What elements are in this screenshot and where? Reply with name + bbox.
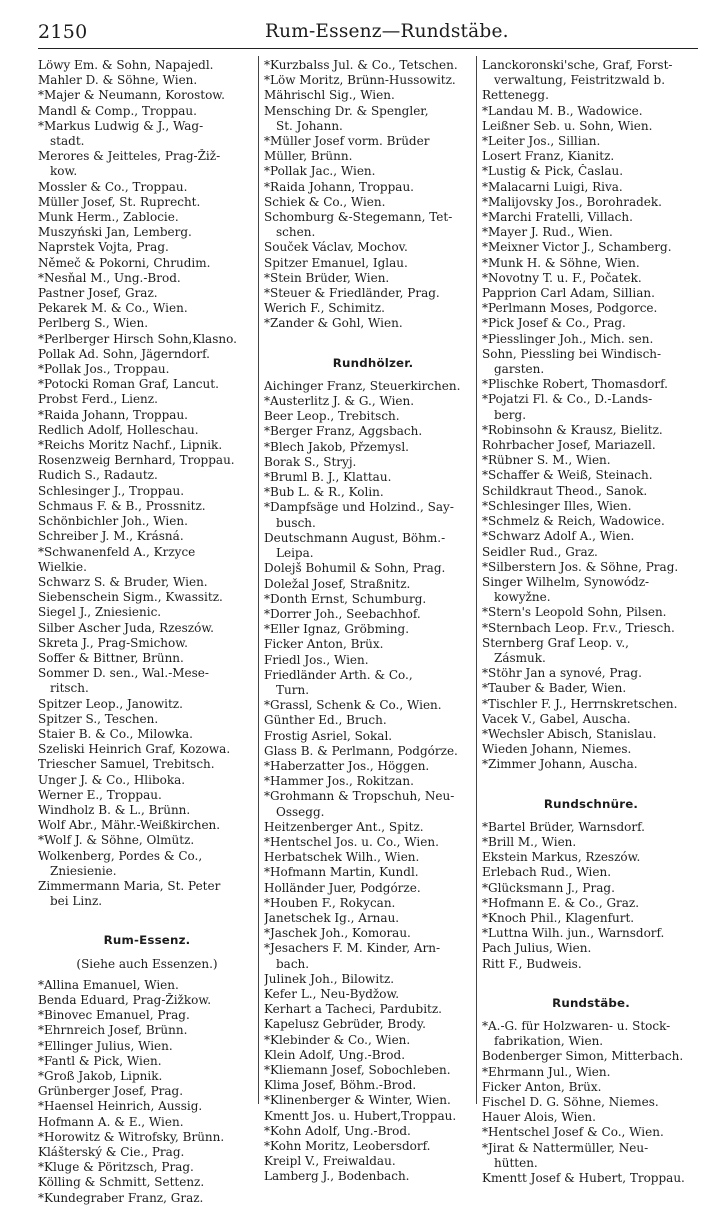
directory-entry: Schreiber J. M., Krásná. [38,529,184,544]
directory-entry: Merores & Jeitteles, Prag-Žiž- [38,149,221,164]
directory-entry: *Luttna Wilh. jun., Warnsdorf. [482,926,665,941]
directory-entry: Kapelusz Gebrüder, Brody. [264,1017,426,1032]
directory-entry: Klein Adolf, Ung.-Brod. [264,1047,406,1062]
directory-entry: *Houben F., Rokycan. [264,895,396,910]
directory-entry: Wolf Abr., Mähr.-Weißkirchen. [38,818,221,833]
directory-entry: Heitzenberger Ant., Spitz. [264,819,424,834]
directory-entry: Silber Ascher Juda, Rzeszów. [38,620,214,635]
directory-entry: Kölling & Schmitt, Settenz. [38,1175,205,1190]
directory-entry: *Dampfsäge und Holzind., Say- [264,500,454,515]
directory-entry: *Klebinder & Co., Wien. [264,1032,411,1047]
directory-entry: *Glücksmann J., Prag. [482,880,615,895]
directory-entry: Doležal Josef, Straßnitz. [264,576,411,591]
entry-list [264,58,482,332]
directory-entry: *Stöhr Jan a synové, Prag. [482,666,642,681]
directory-entry: Spitzer Emanuel, Iglau. [264,255,408,270]
directory-entry: berg. [494,407,527,422]
entry-list [264,379,482,1185]
directory-entry: *Kundegraber Franz, Graz. [38,1190,204,1205]
directory-entry: *Stern's Leopold Sohn, Pilsen. [482,605,667,620]
directory-entry: *Horowitz & Witrofsky, Brünn. [38,1129,225,1144]
directory-entry: Naprstek Vojta, Prag. [38,240,169,255]
directory-entry: *Bartel Brüder, Warnsdorf. [482,819,645,834]
directory-entry: Erlebach Rud., Wien. [482,865,612,880]
column-2 [264,58,482,1185]
directory-entry: Doleјš Bohumil & Sohn, Prag. [264,561,446,576]
directory-entry: Wolkenberg, Pordes & Co., [38,848,203,863]
directory-entry: Triescher Samuel, Trebitsch. [38,757,215,772]
directory-entry: *Fantl & Pick, Wien. [38,1053,162,1068]
directory-entry: Friedländer Arth. & Co., [264,667,413,682]
section-title-rum-essenz: Rum-Essenz. [103,933,191,948]
directory-entry: *Markus Ludwig & J., Wag- [38,118,204,133]
directory-entry: verwaltung, Feistritzwald b. [494,73,666,88]
directory-entry: *Schwarz Adolf A., Wien. [482,529,635,544]
directory-entry: Lanckoronski'sche, Graf, Forst- [482,58,673,72]
directory-entry: Redlich Adolf, Holleschau. [38,422,199,437]
directory-entry: Munk Herm., Zablocie. [38,210,179,225]
directory-entry: *Munk H. & Söhne, Wien. [482,255,640,270]
directory-entry: Beer Leop., Trebitsch. [264,409,400,424]
directory-entry: Herbatschek Wilh., Wien. [264,850,420,865]
directory-entry: *Schaffer & Weiß, Steinach. [482,468,653,483]
directory-entry: *Perlmann Moses, Podgorce. [482,301,658,316]
directory-entry: Wielkie. [38,559,87,574]
directory-entry: Siebenschein Sigm., Kwassitz. [38,590,223,605]
directory-entry: Hauer Alois, Wien. [482,1110,596,1125]
directory-entry: Zimmermann Maria, St. Peter [38,878,221,893]
directory-entry: *Tischler F. J., Herrnskretschen. [482,696,678,711]
directory-entry: *Hammer Jos., Rokitzan. [264,774,414,789]
directory-entry: *Schlesinger Illes, Wien. [482,498,632,513]
entry-list [38,58,256,909]
directory-entry: Staier B. & Co., Milowka. [38,726,193,741]
directory-entry: *Leiter Jos., Sillian. [482,134,601,149]
directory-entry: *Sternbach Leop. Fr.v., Triesch. [482,620,675,635]
directory-entry: ritsch. [50,681,89,696]
directory-entry: Lamberg J., Bodenbach. [264,1169,410,1184]
directory-entry: Pastner Josef, Graz. [38,286,158,301]
directory-entry: *Majer & Neumann, Korostow. [38,88,225,103]
running-head: Rum-Essenz—Rundstäbe. [265,21,509,42]
directory-entry: St. Johann. [276,118,343,133]
directory-entry: *Piesslinger Joh., Mich. sen. [482,331,654,346]
directory-entry: *Jirat & Nattermüller, Neu- [482,1140,649,1155]
directory-entry: *Schwanenfeld A., Krzyce [38,544,196,559]
directory-entry: *Mayer J. Rud., Wien. [482,225,613,240]
directory-entry: Skreta J., Prag-Smichow. [38,635,188,650]
directory-entry: *Kurzbalss Jul. & Co., Tetschen. [264,58,458,72]
directory-entry: Holländer Juer, Podgórze. [264,880,421,895]
directory-entry: *Ellinger Julius, Wien. [38,1038,173,1053]
entry-list [482,58,700,773]
directory-entry: *Klinenberger & Winter, Wien. [264,1093,451,1108]
directory-entry: Szeliski Heinrich Graf, Kozowa. [38,742,231,757]
directory-entry: *A.-G. für Holzwaren- u. Stock- [482,1018,671,1033]
directory-entry: *Binovec Emanuel, Prag. [38,1008,190,1023]
directory-entry: *Hofmann Martin, Kundl. [264,865,419,880]
directory-entry: *Robinsohn & Krausz, Bielitz. [482,422,663,437]
directory-entry: *Stein Brüder, Wien. [264,270,390,285]
directory-entry: Rosenzweig Bernhard, Troppau. [38,453,235,468]
section-title-rundschnuere: Rundschnüre. [543,796,639,811]
directory-entry: Fischel D. G. Söhne, Niemes. [482,1095,659,1109]
directory-entry: *Donth Ernst, Schumburg. [264,591,427,606]
directory-entry: Pollak Ad. Sohn, Jägerndorf. [38,346,210,361]
directory-entry: Mensching Dr. & Spengler, [264,103,429,118]
directory-entry: hütten. [494,1155,538,1170]
directory-entry: *Schmelz & Reich, Wadowice. [482,514,665,529]
directory-entry: kow. [50,164,78,179]
directory-entry: Sternberg Graf Leop. v., [482,635,629,650]
directory-entry: *Austerlitz J. & G., Wien. [264,394,415,409]
directory-entry: Müller, Brünn. [264,149,353,164]
directory-entry: Kmentt Jos. u. Hubert,Troppau. [264,1108,457,1123]
directory-entry: Müller Josef, St. Ruprecht. [38,194,201,209]
directory-entry: Zásmuk. [494,650,546,665]
directory-entry: Kefer L., Neu-Bydžow. [264,986,400,1001]
directory-entry: Ritt F., Budweis. [482,956,582,971]
directory-entry: bach. [276,956,310,971]
directory-entry: Glass B. & Perlmann, Podgórze. [264,743,458,758]
directory-entry: Leipa. [276,546,314,561]
directory-entry: *Reichs Moritz Nachf., Lipnik. [38,438,223,453]
directory-entry: *Haensel Heinrich, Aussig. [38,1099,203,1114]
directory-entry: Probst Ferd., Lienz. [38,392,158,407]
directory-entry: *Kohn Adolf, Ung.-Brod. [264,1123,411,1138]
directory-entry: *Marchi Fratelli, Villach. [482,210,633,225]
directory-entry: Rettenegg. [482,88,549,103]
directory-entry: Zniesienie. [50,863,117,878]
directory-entry: *Nesňal M., Ung.-Brod. [38,270,181,285]
directory-entry: Wieden Johann, Niemes. [482,742,632,757]
directory-entry: kowyžne. [494,590,551,605]
directory-entry: fabrikation, Wien. [494,1034,604,1049]
directory-entry: *Bruml B. J., Klattau. [264,470,392,485]
directory-entry: Deutschmann August, Böhm.- [264,530,446,545]
directory-entry: *Berger Franz, Aggsbach. [264,424,423,439]
directory-entry: *Hentschel Jos. u. Co., Wien. [264,834,439,849]
directory-entry: Klima Josef, Böhm.-Brod. [264,1078,417,1093]
directory-entry: Turn. [276,682,310,697]
directory-entry: Sohn, Piessling bei Windisch- [482,346,662,361]
directory-entry: Mahler D. & Söhne, Wien. [38,73,198,88]
directory-entry: Schönbichler Joh., Wien. [38,514,188,529]
directory-entry: Mandl & Comp., Troppau. [38,103,197,118]
header-rule [38,48,698,49]
directory-entry: *Pollak Jac., Wien. [264,164,376,179]
directory-entry: *Malacarni Luigi, Riva. [482,179,623,194]
directory-entry: Singer Wilhelm, Synowódz- [482,574,650,589]
directory-entry: *Ehrnreich Josef, Brünn. [38,1023,188,1038]
section-title-rundstaebe: Rundstäbe. [552,995,630,1010]
directory-entry: Kreipl V., Freiwaldau. [264,1154,396,1169]
directory-entry: Schildkraut Theod., Sanok. [482,483,648,498]
directory-entry: Ossegg. [276,804,325,819]
directory-entry: Spitzer Leop., Janowitz. [38,696,183,711]
directory-entry: Leißner Seb. u. Sohn, Wien. [482,118,653,133]
directory-entry: Ficker Anton, Brüx. [264,637,384,652]
column-3 [482,58,700,1186]
directory-entry: *Raida Johann, Troppau. [264,179,414,194]
directory-entry: *Rübner S. M., Wien. [482,453,611,468]
directory-entry: busch. [276,515,316,530]
directory-entry: Kmentt Josef & Hubert, Troppau. [482,1171,685,1186]
directory-entry: Schlesinger J., Troppau. [38,483,185,498]
directory-entry: Günther Ed., Bruch. [264,713,387,728]
directory-entry: Hofmann A. & E., Wien. [38,1114,184,1129]
directory-entry: *Kohn Moritz, Leobersdorf. [264,1139,431,1154]
directory-entry: Schwarz S. & Bruder, Wien. [38,574,208,589]
directory-entry: Sommer D. sen., Wal.-Mese- [38,666,209,681]
directory-entry: *Pojatzi Fl. & Co., D.-Lands- [482,392,653,407]
directory-entry: Borak S., Stryj. [264,454,357,469]
directory-entry: Losert Franz, Kianitz. [482,149,615,164]
directory-entry: *Löw Moritz, Brünn-Hussowitz. [264,73,456,88]
directory-entry: Unger J. & Co., Hliboka. [38,772,186,787]
directory-entry: *Ehrmann Jul., Wien. [482,1064,611,1079]
directory-entry: *Lustig & Pick, Časlau. [482,164,624,179]
directory-entry: *Müller Josef vorm. Brüder [264,134,430,149]
directory-entry: Werich F., Schimitz. [264,301,385,316]
directory-entry: Perlberg S., Wien. [38,316,149,331]
directory-entry: *Pick Josef & Co., Prag. [482,316,626,331]
directory-entry: *Pollak Jos., Troppau. [38,362,170,377]
directory-entry: stadt. [50,134,85,149]
directory-entry: Soffer & Bittner, Brünn. [38,650,184,665]
directory-entry: *Allina Emanuel, Wien. [38,977,179,992]
directory-entry: Rudich S., Radautz. [38,468,158,483]
directory-entry: *Groß Jakob, Lipnik. [38,1069,163,1083]
column-divider [258,56,259,1104]
directory-entry: Schomburg &-Stegemann, Tet- [264,210,453,225]
page-number: 2150 [38,21,88,43]
directory-entry: *Malijovsky Jos., Borohradek. [482,194,662,209]
directory-entry: Rohrbacher Josef, Mariazell. [482,438,656,453]
entry-list [482,820,700,972]
column-1 [38,58,256,1206]
directory-entry: schen. [276,225,316,240]
directory-entry: *Grohmann & Tropschuh, Neu- [264,789,455,804]
directory-entry: Souček Václav, Mochov. [264,240,408,255]
directory-entry: Pach Julius, Wien. [482,941,592,956]
directory-entry: Grünberger Josef, Prag. [38,1084,184,1099]
directory-entry: *Eller Ignaz, Gröbming. [264,622,410,637]
directory-entry: Bodenberger Simon, Mitterbach. [482,1049,684,1064]
directory-entry: Pekarek M. & Co., Wien. [38,301,188,316]
directory-entry: *Wechsler Abisch, Stanislau. [482,726,657,741]
directory-entry: *Blech Jakob, Přzemysl. [264,439,409,454]
directory-entry: *Plischke Robert, Thomasdorf. [482,377,668,392]
directory-entry: Mossler & Co., Troppau. [38,179,188,194]
directory-entry: *Bub L. & R., Kolin. [264,485,384,500]
directory-entry: *Zander & Gohl, Wien. [264,316,403,331]
directory-entry: Ficker Anton, Brüx. [482,1079,602,1094]
directory-entry: *Dorrer Joh., Seebachhof. [264,606,421,621]
directory-entry: Löwy Em. & Sohn, Napajedl. [38,58,214,72]
directory-entry: Ekstein Markus, Rzeszów. [482,850,641,865]
directory-entry: Schiek & Co., Wien. [264,194,386,209]
directory-entry: garsten. [494,362,545,377]
directory-entry: Benda Eduard, Prag-Žižkow. [38,992,212,1007]
directory-entry: *Hentschel Josef & Co., Wien. [482,1125,664,1140]
directory-entry: *Kluge & Pöritzsch, Prag. [38,1160,194,1175]
directory-entry: *Silberstern Jos. & Söhne, Prag. [482,559,679,574]
directory-entry: *Meixner Victor J., Schamberg. [482,240,672,255]
directory-entry: Mährischl Sig., Wien. [264,88,395,103]
directory-entry: *Grassl, Schenk & Co., Wien. [264,698,442,713]
section-title-rundhoelzer: Rundhölzer. [332,355,414,370]
directory-entry: Kerhart a Tacheci, Pardubitz. [264,1002,442,1017]
directory-entry: *Brill M., Wien. [482,834,577,849]
directory-entry: Seidler Rud., Graz. [482,544,598,559]
directory-entry: Siegel J., Zniesienic. [38,605,162,620]
directory-entry: *Haberzatter Jos., Höggen. [264,758,430,773]
directory-entry: *Landau M. B., Wadowice. [482,103,643,118]
directory-entry: Janetschek Ig., Arnau. [264,910,400,925]
directory-entry: *Tauber & Bader, Wien. [482,681,627,696]
directory-entry: Muszyński Jan, Lemberg. [38,225,192,240]
section-note: (Siehe auch Essenzen.) [76,956,218,971]
directory-entry: Vacek V., Gabel, Auscha. [482,711,631,726]
directory-entry: *Zimmer Johann, Auscha. [482,757,638,772]
directory-entry: Julinek Joh., Bilowitz. [264,971,395,986]
entry-list [482,1019,700,1186]
directory-entry: *Wolf J. & Söhne, Olmütz. [38,833,195,848]
directory-entry: *Hofmann E. & Co., Graz. [482,895,640,910]
directory-entry: *Raida Johann, Troppau. [38,407,188,422]
directory-entry: Němeč & Pokorni, Chrudim. [38,255,211,270]
directory-entry: Frostig Asriel, Sokal. [264,728,393,743]
directory-entry: *Jesachers F. M. Kinder, Arn- [264,941,441,956]
directory-entry: Werner E., Troppau. [38,787,162,802]
directory-entry: *Novotny T. u. F., Počatek. [482,270,642,285]
directory-entry: *Perlberger Hirsch Sohn,Klasno. [38,331,237,346]
directory-entry: Windholz B. & L., Brünn. [38,802,191,817]
entry-list [38,978,256,1206]
directory-entry: *Potocki Roman Graf, Lancut. [38,377,219,392]
directory-entry: Schmaus F. & B., Prossnitz. [38,498,206,513]
directory-entry: *Kliemann Josef, Sobochleben. [264,1063,451,1077]
directory-entry: *Knoch Phil., Klagenfurt. [482,910,635,925]
directory-entry: *Steuer & Friedländer, Prag. [264,286,440,301]
directory-entry: bei Linz. [50,894,103,909]
directory-entry: *Jaschek Joh., Komorau. [264,926,411,941]
directory-entry: Klášterský & Cie., Prag. [38,1145,185,1160]
directory-entry: Friedl Jos., Wien. [264,652,369,667]
directory-entry: Spitzer S., Teschen. [38,711,159,726]
directory-entry: Aichinger Franz, Steuerkirchen. [264,378,461,393]
directory-entry: Papprion Carl Adam, Sillian. [482,286,655,301]
